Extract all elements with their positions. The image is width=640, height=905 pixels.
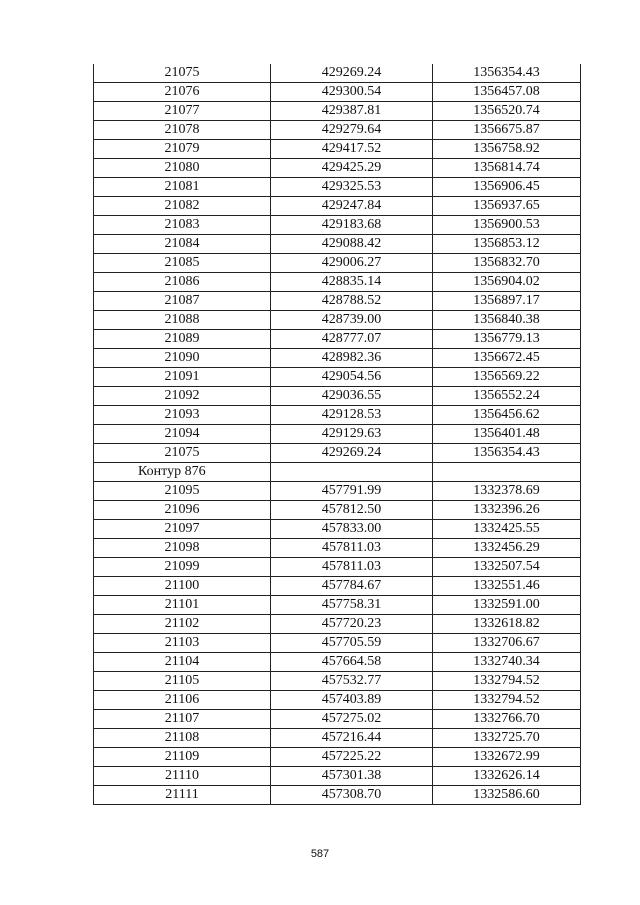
x-coordinate-cell: 457791.99 xyxy=(271,482,433,501)
point-number-cell: 21086 xyxy=(94,273,271,292)
point-number-cell: 21107 xyxy=(94,710,271,729)
x-coordinate-cell: 457833.00 xyxy=(271,520,433,539)
y-coordinate-cell: 1356354.43 xyxy=(433,444,581,463)
point-number-cell: 21100 xyxy=(94,577,271,596)
y-coordinate-cell: 1356897.17 xyxy=(433,292,581,311)
table-row xyxy=(94,672,581,691)
y-coordinate-cell: 1356832.70 xyxy=(433,254,581,273)
y-coordinate-cell: 1356569.22 xyxy=(433,368,581,387)
point-number-cell: 21109 xyxy=(94,748,271,767)
table-row xyxy=(94,159,581,178)
point-number-cell: 21085 xyxy=(94,254,271,273)
point-number-cell: 21104 xyxy=(94,653,271,672)
point-number-cell: 21090 xyxy=(94,349,271,368)
table-row xyxy=(94,140,581,159)
table-row xyxy=(94,197,581,216)
y-coordinate-cell: 1332618.82 xyxy=(433,615,581,634)
y-coordinate-cell: 1356900.53 xyxy=(433,216,581,235)
y-coordinate-cell: 1332725.70 xyxy=(433,729,581,748)
point-number-cell: 21099 xyxy=(94,558,271,577)
y-coordinate-cell: 1356552.24 xyxy=(433,387,581,406)
table-row xyxy=(94,83,581,102)
point-number-cell: 21081 xyxy=(94,178,271,197)
point-number-cell: 21091 xyxy=(94,368,271,387)
y-coordinate-cell: 1356779.13 xyxy=(433,330,581,349)
point-number-cell: 21096 xyxy=(94,501,271,520)
point-number-cell: 21111 xyxy=(94,786,271,805)
point-number-cell: 21092 xyxy=(94,387,271,406)
table-row xyxy=(94,121,581,140)
point-number-cell: 21110 xyxy=(94,767,271,786)
coordinates-table-body xyxy=(94,64,581,805)
y-coordinate-cell: 1332626.14 xyxy=(433,767,581,786)
x-coordinate-cell: 457812.50 xyxy=(271,501,433,520)
y-coordinate-cell: 1356354.43 xyxy=(433,64,581,83)
x-coordinate-cell: 457664.58 xyxy=(271,653,433,672)
table-row xyxy=(94,596,581,615)
y-coordinate-cell: 1332591.00 xyxy=(433,596,581,615)
point-number-cell: 21108 xyxy=(94,729,271,748)
point-number-cell: 21083 xyxy=(94,216,271,235)
x-coordinate-cell: 457811.03 xyxy=(271,539,433,558)
x-coordinate-cell: 457720.23 xyxy=(271,615,433,634)
table-row xyxy=(94,482,581,501)
table-row xyxy=(94,558,581,577)
y-coordinate-cell: 1332551.46 xyxy=(433,577,581,596)
contour-label-cell: Контур 876 xyxy=(94,463,271,482)
point-number-cell: 21088 xyxy=(94,311,271,330)
point-number-cell: 21103 xyxy=(94,634,271,653)
x-coordinate-cell: 429128.53 xyxy=(271,406,433,425)
y-coordinate-cell: 1356520.74 xyxy=(433,102,581,121)
x-coordinate-cell: 457225.22 xyxy=(271,748,433,767)
x-coordinate-cell: 429279.64 xyxy=(271,121,433,140)
table-row xyxy=(94,710,581,729)
y-coordinate-cell xyxy=(433,463,581,482)
table-row xyxy=(94,406,581,425)
y-coordinate-cell: 1356675.87 xyxy=(433,121,581,140)
x-coordinate-cell: 429036.55 xyxy=(271,387,433,406)
table-row xyxy=(94,292,581,311)
table-row xyxy=(94,539,581,558)
point-number-cell: 21101 xyxy=(94,596,271,615)
table-row xyxy=(94,387,581,406)
x-coordinate-cell: 429387.81 xyxy=(271,102,433,121)
table-row xyxy=(94,102,581,121)
table-row xyxy=(94,444,581,463)
point-number-cell: 21105 xyxy=(94,672,271,691)
table-row xyxy=(94,425,581,444)
x-coordinate-cell: 428788.52 xyxy=(271,292,433,311)
table-row xyxy=(94,634,581,653)
table-row xyxy=(94,368,581,387)
table-row xyxy=(94,349,581,368)
point-number-cell: 21076 xyxy=(94,83,271,102)
x-coordinate-cell: 429417.52 xyxy=(271,140,433,159)
table-row xyxy=(94,64,581,83)
point-number-cell: 21077 xyxy=(94,102,271,121)
y-coordinate-cell: 1332672.99 xyxy=(433,748,581,767)
y-coordinate-cell: 1356906.45 xyxy=(433,178,581,197)
x-coordinate-cell: 429183.68 xyxy=(271,216,433,235)
table-row xyxy=(94,254,581,273)
table-row xyxy=(94,653,581,672)
contour-header-row xyxy=(94,463,581,482)
x-coordinate-cell: 429247.84 xyxy=(271,197,433,216)
table-row xyxy=(94,311,581,330)
table-row xyxy=(94,178,581,197)
table-row xyxy=(94,615,581,634)
point-number-cell: 21075 xyxy=(94,444,271,463)
point-number-cell: 21079 xyxy=(94,140,271,159)
y-coordinate-cell: 1356401.48 xyxy=(433,425,581,444)
x-coordinate-cell: 457308.70 xyxy=(271,786,433,805)
y-coordinate-cell: 1332586.60 xyxy=(433,786,581,805)
point-number-cell: 21097 xyxy=(94,520,271,539)
x-coordinate-cell: 429325.53 xyxy=(271,178,433,197)
x-coordinate-cell: 428835.14 xyxy=(271,273,433,292)
y-coordinate-cell: 1332456.29 xyxy=(433,539,581,558)
table-row xyxy=(94,786,581,805)
y-coordinate-cell: 1332706.67 xyxy=(433,634,581,653)
point-number-cell: 21084 xyxy=(94,235,271,254)
x-coordinate-cell: 429054.56 xyxy=(271,368,433,387)
x-coordinate-cell: 457811.03 xyxy=(271,558,433,577)
table-row xyxy=(94,216,581,235)
x-coordinate-cell: 457532.77 xyxy=(271,672,433,691)
point-number-cell: 21098 xyxy=(94,539,271,558)
y-coordinate-cell: 1356672.45 xyxy=(433,349,581,368)
x-coordinate-cell: 428739.00 xyxy=(271,311,433,330)
y-coordinate-cell: 1356937.65 xyxy=(433,197,581,216)
y-coordinate-cell: 1356814.74 xyxy=(433,159,581,178)
y-coordinate-cell: 1332794.52 xyxy=(433,672,581,691)
point-number-cell: 21102 xyxy=(94,615,271,634)
x-coordinate-cell: 457275.02 xyxy=(271,710,433,729)
table-row xyxy=(94,729,581,748)
x-coordinate-cell: 429300.54 xyxy=(271,83,433,102)
x-coordinate-cell: 428777.07 xyxy=(271,330,433,349)
y-coordinate-cell: 1356840.38 xyxy=(433,311,581,330)
y-coordinate-cell: 1332766.70 xyxy=(433,710,581,729)
y-coordinate-cell: 1356904.02 xyxy=(433,273,581,292)
point-number-cell: 21106 xyxy=(94,691,271,710)
point-number-cell: 21082 xyxy=(94,197,271,216)
x-coordinate-cell: 457216.44 xyxy=(271,729,433,748)
table-row xyxy=(94,501,581,520)
y-coordinate-cell: 1356853.12 xyxy=(433,235,581,254)
page-number: 587 xyxy=(310,848,330,860)
table-row xyxy=(94,748,581,767)
y-coordinate-cell: 1332507.54 xyxy=(433,558,581,577)
x-coordinate-cell: 457403.89 xyxy=(271,691,433,710)
point-number-cell: 21087 xyxy=(94,292,271,311)
table-row xyxy=(94,767,581,786)
x-coordinate-cell: 457758.31 xyxy=(271,596,433,615)
point-number-cell: 21094 xyxy=(94,425,271,444)
y-coordinate-cell: 1356758.92 xyxy=(433,140,581,159)
y-coordinate-cell: 1332794.52 xyxy=(433,691,581,710)
table-row xyxy=(94,273,581,292)
x-coordinate-cell: 429088.42 xyxy=(271,235,433,254)
table-row xyxy=(94,330,581,349)
y-coordinate-cell: 1332378.69 xyxy=(433,482,581,501)
y-coordinate-cell: 1332425.55 xyxy=(433,520,581,539)
x-coordinate-cell: 428982.36 xyxy=(271,349,433,368)
point-number-cell: 21078 xyxy=(94,121,271,140)
point-number-cell: 21095 xyxy=(94,482,271,501)
x-coordinate-cell: 429269.24 xyxy=(271,444,433,463)
table-row xyxy=(94,235,581,254)
x-coordinate-cell: 429129.63 xyxy=(271,425,433,444)
point-number-cell: 21080 xyxy=(94,159,271,178)
x-coordinate-cell xyxy=(271,463,433,482)
x-coordinate-cell: 429006.27 xyxy=(271,254,433,273)
y-coordinate-cell: 1332396.26 xyxy=(433,501,581,520)
x-coordinate-cell: 429425.29 xyxy=(271,159,433,178)
point-number-cell: 21089 xyxy=(94,330,271,349)
table-row xyxy=(94,577,581,596)
table-row xyxy=(94,520,581,539)
x-coordinate-cell: 457705.59 xyxy=(271,634,433,653)
y-coordinate-cell: 1356457.08 xyxy=(433,83,581,102)
point-number-cell: 21093 xyxy=(94,406,271,425)
y-coordinate-cell: 1332740.34 xyxy=(433,653,581,672)
x-coordinate-cell: 457784.67 xyxy=(271,577,433,596)
table-row xyxy=(94,691,581,710)
x-coordinate-cell: 457301.38 xyxy=(271,767,433,786)
y-coordinate-cell: 1356456.62 xyxy=(433,406,581,425)
x-coordinate-cell: 429269.24 xyxy=(271,64,433,83)
point-number-cell: 21075 xyxy=(94,64,271,83)
coordinates-table xyxy=(93,64,581,805)
